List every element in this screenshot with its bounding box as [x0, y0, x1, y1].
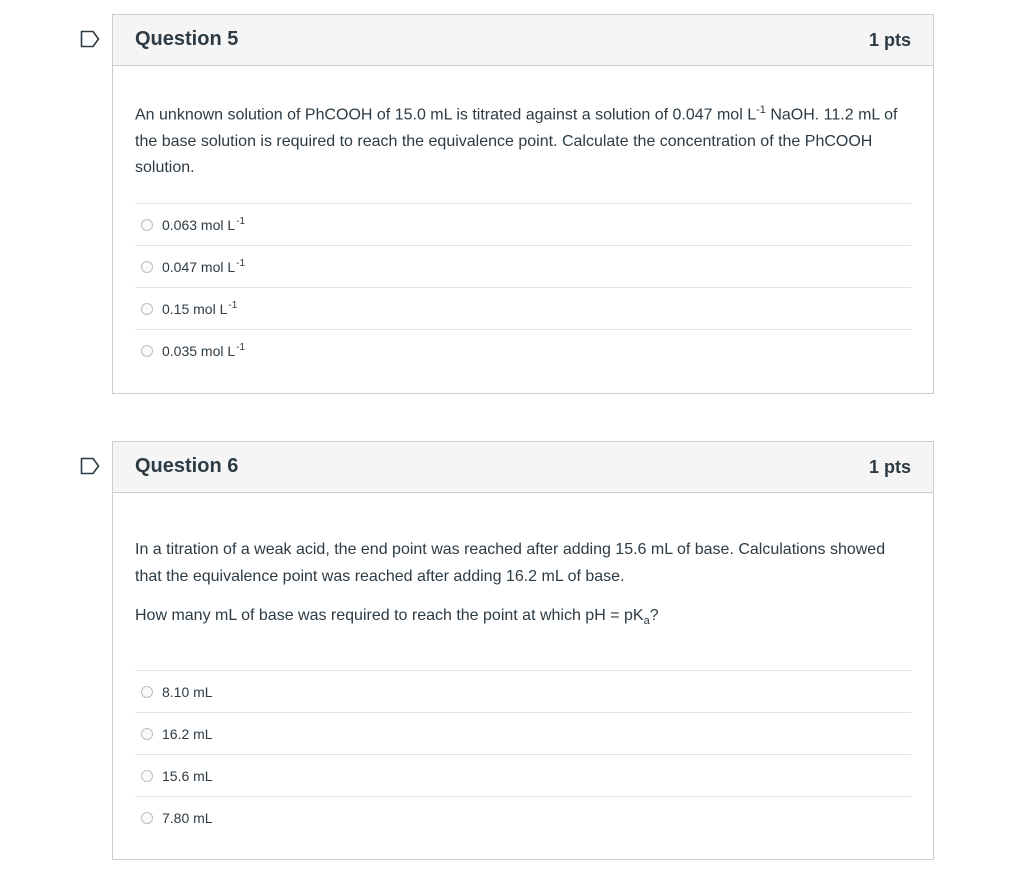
- question-text-container: [135, 537, 911, 635]
- answer-option[interactable]: [135, 204, 911, 246]
- bookmark-flag-icon[interactable]: [80, 30, 100, 48]
- question-text: An unknown solution of PhCOOH of 15.0 mL is titrated against a solution of 0.047 mol $L^{-1}$ NaOH. 11.2 mL of the base solution is required to reach the equivalence point. Calculate the concentration of the PhCOOH solution.: [135, 104, 898, 177]
- question-points: 1 pts: [868, 30, 911, 50]
- question-text: How many mL of base was required to reach the point at which pH = $pK_a$?: [135, 607, 659, 628]
- answer-label[interactable]: 0.063 mol $L^{-1}$: [162, 216, 246, 233]
- answer-list: [135, 203, 911, 371]
- radio-button[interactable]: [141, 812, 153, 824]
- answer-label[interactable]: 8.10 mL: [162, 683, 213, 700]
- radio-button[interactable]: [141, 303, 153, 315]
- radio-button[interactable]: [141, 686, 153, 698]
- radio-button[interactable]: [141, 345, 153, 357]
- answer-label[interactable]: 15.6 mL: [162, 767, 213, 784]
- radio-button[interactable]: [141, 770, 153, 782]
- answer-list: [135, 670, 911, 838]
- question-points: 1 pts: [868, 457, 911, 477]
- question-6: [112, 441, 934, 860]
- radio-button[interactable]: [141, 261, 153, 273]
- radio-button[interactable]: [141, 728, 153, 740]
- question-header: [113, 442, 933, 493]
- answer-option[interactable]: [135, 797, 911, 838]
- answer-label[interactable]: 0.047 mol $L^{-1}$: [162, 258, 246, 275]
- bookmark-flag-icon[interactable]: [80, 457, 100, 475]
- answer-option[interactable]: [135, 713, 911, 755]
- answer-label[interactable]: 0.15 mol $L^{-1}$: [162, 300, 238, 317]
- question-text-container: [135, 97, 911, 182]
- answer-option[interactable]: [135, 755, 911, 797]
- answer-option[interactable]: [135, 246, 911, 288]
- question-text: In a titration of a weak acid, the end point was reached after adding 15.6 mL of base. Calculations showed that the equivalence point was reached after adding 16.2 mL of base.: [135, 541, 886, 585]
- question-5: [112, 14, 934, 394]
- answer-option[interactable]: [135, 671, 911, 713]
- answer-option[interactable]: [135, 330, 911, 371]
- question-title: Question 5: [135, 28, 239, 50]
- question-header: [113, 15, 933, 66]
- radio-button[interactable]: [141, 219, 153, 231]
- answer-label[interactable]: 16.2 mL: [162, 725, 213, 742]
- answer-label[interactable]: 7.80 mL: [162, 809, 213, 826]
- answer-label[interactable]: 0.035 mol $L^{-1}$: [162, 342, 246, 359]
- answer-option[interactable]: [135, 288, 911, 330]
- question-title: Question 6: [135, 455, 239, 477]
